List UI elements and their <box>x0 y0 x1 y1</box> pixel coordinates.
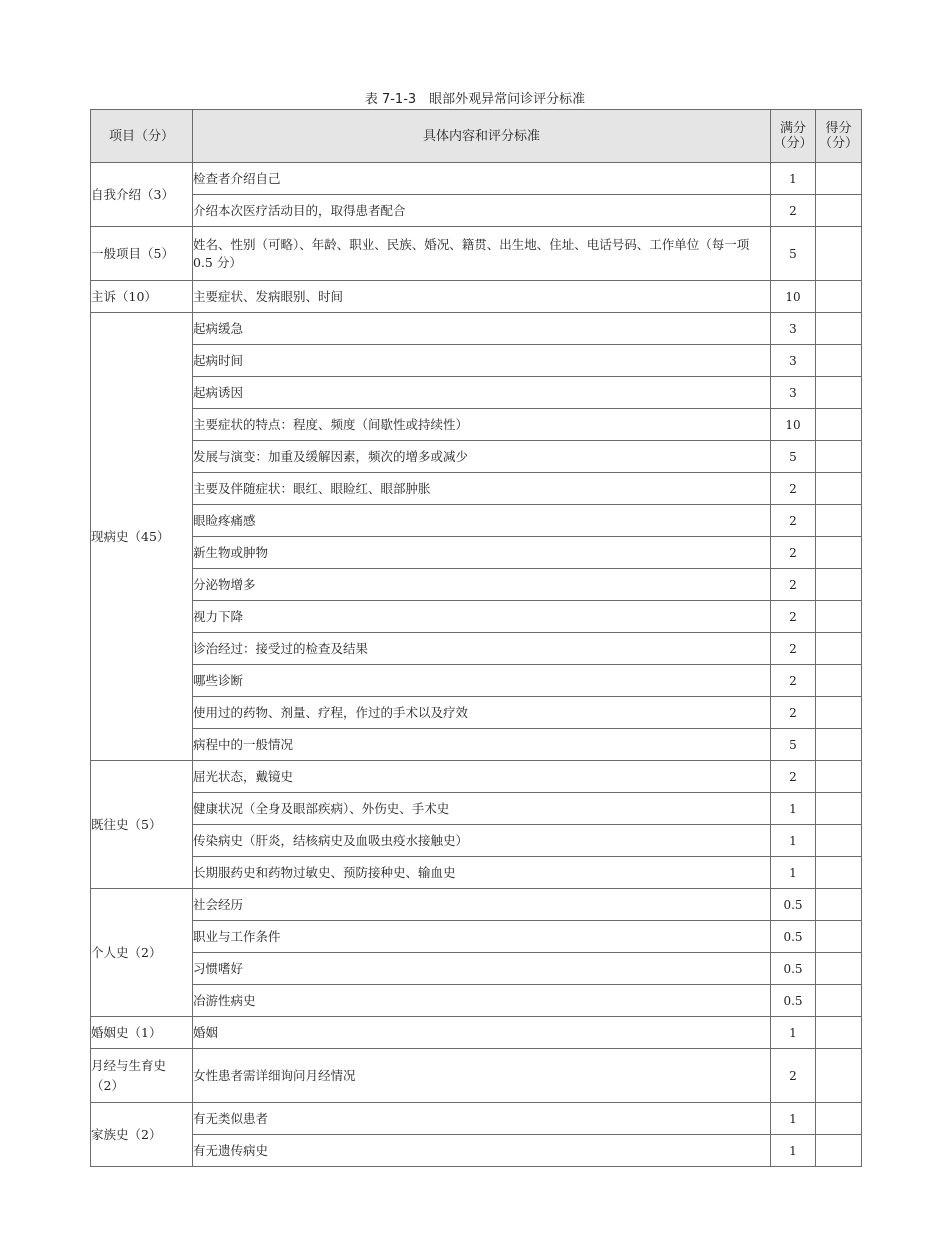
max-score-cell: 2 <box>771 665 816 697</box>
content-cell: 使用过的药物、剂量、疗程，作过的手术以及疗效 <box>193 697 771 729</box>
table-row <box>91 1049 862 1103</box>
obtained-score-cell[interactable] <box>816 825 862 857</box>
header-content: 具体内容和评分标准 <box>193 110 771 163</box>
obtained-score-cell[interactable] <box>816 601 862 633</box>
content-cell: 介绍本次医疗活动目的，取得患者配合 <box>193 195 771 227</box>
table-row <box>91 633 862 665</box>
max-score-cell: 1 <box>771 163 816 195</box>
obtained-score-cell[interactable] <box>816 345 862 377</box>
obtained-score-cell[interactable] <box>816 1049 862 1103</box>
obtained-score-cell[interactable] <box>816 281 862 313</box>
max-score-cell: 0.5 <box>771 889 816 921</box>
obtained-score-cell[interactable] <box>816 889 862 921</box>
obtained-score-cell[interactable] <box>816 985 862 1017</box>
header-item: 项目（分） <box>91 110 193 163</box>
max-score-cell: 1 <box>771 1017 816 1049</box>
obtained-score-cell[interactable] <box>816 569 862 601</box>
obtained-score-cell[interactable] <box>816 441 862 473</box>
table-header-row <box>91 110 862 163</box>
obtained-score-cell[interactable] <box>816 953 862 985</box>
table-row <box>91 985 862 1017</box>
content-cell: 发展与演变：加重及缓解因素，频次的增多或减少 <box>193 441 771 473</box>
content-cell: 主要症状的特点：程度、频度（间歇性或持续性） <box>193 409 771 441</box>
obtained-score-cell[interactable] <box>816 227 862 281</box>
content-cell: 主要及伴随症状：眼红、眼睑红、眼部肿胀 <box>193 473 771 505</box>
max-score-cell: 1 <box>771 825 816 857</box>
header-max-line1: 满分 <box>779 121 806 136</box>
max-score-cell: 2 <box>771 601 816 633</box>
content-cell: 主要症状、发病眼别、时间 <box>193 281 771 313</box>
max-score-cell: 2 <box>771 569 816 601</box>
obtained-score-cell[interactable] <box>816 1103 862 1135</box>
content-cell: 检查者介绍自己 <box>193 163 771 195</box>
max-score-cell: 2 <box>771 195 816 227</box>
max-score-cell: 2 <box>771 537 816 569</box>
obtained-score-cell[interactable] <box>816 665 862 697</box>
table-row <box>91 889 862 921</box>
max-score-cell: 2 <box>771 505 816 537</box>
max-score-cell: 1 <box>771 1103 816 1135</box>
content-cell: 视力下降 <box>193 601 771 633</box>
table-row <box>91 441 862 473</box>
obtained-score-cell[interactable] <box>816 409 862 441</box>
content-cell: 分泌物增多 <box>193 569 771 601</box>
table-body <box>91 163 862 1167</box>
content-cell: 职业与工作条件 <box>193 921 771 953</box>
obtained-score-cell[interactable] <box>816 313 862 345</box>
content-cell: 新生物或肿物 <box>193 537 771 569</box>
content-cell: 哪些诊断 <box>193 665 771 697</box>
content-cell: 传染病史（肝炎，结核病史及血吸虫疫水接触史） <box>193 825 771 857</box>
content-cell: 冶游性病史 <box>193 985 771 1017</box>
obtained-score-cell[interactable] <box>816 793 862 825</box>
header-max-line2: （分） <box>773 136 813 151</box>
table-row <box>91 665 862 697</box>
table-row <box>91 313 862 345</box>
max-score-cell: 0.5 <box>771 921 816 953</box>
content-cell: 起病缓急 <box>193 313 771 345</box>
obtained-score-cell[interactable] <box>816 761 862 793</box>
table-row <box>91 505 862 537</box>
content-cell: 社会经历 <box>193 889 771 921</box>
header-got-line1: 得分 <box>825 121 852 136</box>
table-row <box>91 601 862 633</box>
obtained-score-cell[interactable] <box>816 195 862 227</box>
max-score-cell: 1 <box>771 793 816 825</box>
header-got-line2: （分） <box>818 136 858 151</box>
max-score-cell: 5 <box>771 227 816 281</box>
max-score-cell: 3 <box>771 345 816 377</box>
obtained-score-cell[interactable] <box>816 697 862 729</box>
item-cell: 既往史（5） <box>91 761 193 889</box>
header-obtained-score <box>816 110 862 163</box>
obtained-score-cell[interactable] <box>816 377 862 409</box>
table-row <box>91 1135 862 1167</box>
max-score-cell: 2 <box>771 633 816 665</box>
max-score-cell: 2 <box>771 697 816 729</box>
max-score-cell: 5 <box>771 441 816 473</box>
max-score-cell: 10 <box>771 281 816 313</box>
table-row <box>91 377 862 409</box>
content-cell: 眼睑疼痛感 <box>193 505 771 537</box>
max-score-cell: 0.5 <box>771 953 816 985</box>
max-score-cell: 2 <box>771 761 816 793</box>
table-row <box>91 163 862 195</box>
max-score-cell: 5 <box>771 729 816 761</box>
item-cell: 婚姻史（1） <box>91 1017 193 1049</box>
table-row <box>91 195 862 227</box>
header-max-score <box>771 110 816 163</box>
max-score-cell: 2 <box>771 473 816 505</box>
content-cell: 姓名、性别（可略）、年龄、职业、民族、婚况、籍贯、出生地、住址、电话号码、工作单位（每一项 0.5 分） <box>193 227 771 281</box>
item-cell: 个人史（2） <box>91 889 193 1017</box>
max-score-cell: 3 <box>771 377 816 409</box>
content-cell: 有无遗传病史 <box>193 1135 771 1167</box>
content-cell: 女性患者需详细询问月经情况 <box>193 1049 771 1103</box>
obtained-score-cell[interactable] <box>816 921 862 953</box>
scoring-table <box>90 109 862 1167</box>
table-row <box>91 761 862 793</box>
table-row <box>91 729 862 761</box>
table-row <box>91 569 862 601</box>
content-cell: 起病时间 <box>193 345 771 377</box>
obtained-score-cell[interactable] <box>816 857 862 889</box>
content-cell: 婚姻 <box>193 1017 771 1049</box>
obtained-score-cell[interactable] <box>816 1017 862 1049</box>
max-score-cell: 10 <box>771 409 816 441</box>
item-cell: 自我介绍（3） <box>91 163 193 227</box>
item-cell: 现病史（45） <box>91 313 193 761</box>
obtained-score-cell[interactable] <box>816 163 862 195</box>
item-cell: 一般项目（5） <box>91 227 193 281</box>
table-row <box>91 345 862 377</box>
content-cell: 长期服药史和药物过敏史、预防接种史、输血史 <box>193 857 771 889</box>
item-cell: 主诉（10） <box>91 281 193 313</box>
content-cell: 诊治经过：接受过的检查及结果 <box>193 633 771 665</box>
max-score-cell: 2 <box>771 1049 816 1103</box>
table-row <box>91 537 862 569</box>
obtained-score-cell[interactable] <box>816 473 862 505</box>
table-row <box>91 825 862 857</box>
content-cell: 健康状况（全身及眼部疾病）、外伤史、手术史 <box>193 793 771 825</box>
table-row <box>91 697 862 729</box>
item-cell: 月经与生育史（2） <box>91 1049 193 1103</box>
table-caption: 表 7-1-3 眼部外观异常问诊评分标准 <box>364 92 586 107</box>
content-cell: 屈光状态，戴镜史 <box>193 761 771 793</box>
obtained-score-cell[interactable] <box>816 729 862 761</box>
table-row <box>91 921 862 953</box>
content-cell: 有无类似患者 <box>193 1103 771 1135</box>
table-row <box>91 1103 862 1135</box>
table-row <box>91 227 862 281</box>
obtained-score-cell[interactable] <box>816 1135 862 1167</box>
table-row <box>91 473 862 505</box>
content-cell: 起病诱因 <box>193 377 771 409</box>
obtained-score-cell[interactable] <box>816 633 862 665</box>
table-row <box>91 953 862 985</box>
max-score-cell: 1 <box>771 857 816 889</box>
max-score-cell: 1 <box>771 1135 816 1167</box>
table-row <box>91 1017 862 1049</box>
table-row <box>91 793 862 825</box>
content-cell: 病程中的一般情况 <box>193 729 771 761</box>
max-score-cell: 3 <box>771 313 816 345</box>
max-score-cell: 0.5 <box>771 985 816 1017</box>
item-cell: 家族史（2） <box>91 1103 193 1167</box>
table-row <box>91 857 862 889</box>
table-row <box>91 409 862 441</box>
obtained-score-cell[interactable] <box>816 505 862 537</box>
table-row <box>91 281 862 313</box>
content-cell: 习惯嗜好 <box>193 953 771 985</box>
obtained-score-cell[interactable] <box>816 537 862 569</box>
